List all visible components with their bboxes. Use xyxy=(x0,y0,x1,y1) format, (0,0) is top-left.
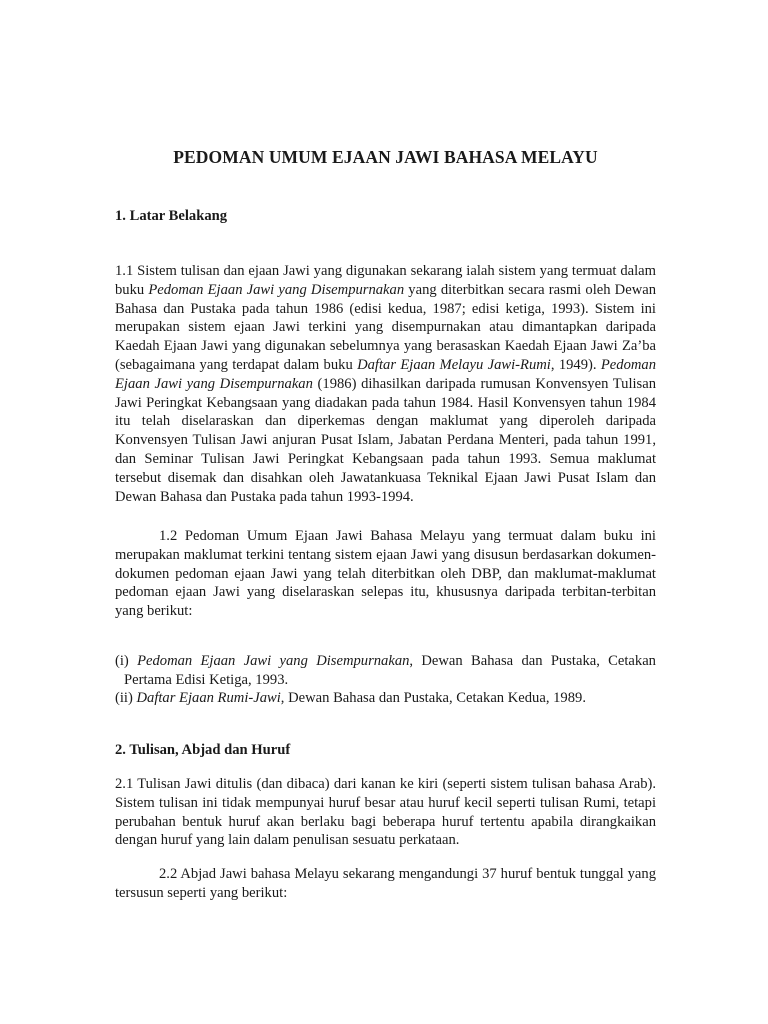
book-title-daftar: Daftar Ejaan Melayu Jawi-Rumi xyxy=(357,356,551,373)
paragraph-1-1-text-c: yang diterbitkan secara rasmi oleh Dewan Bahasa dan Pustaka pada tahun 1986 (edisi kedua, 1987; edisi ketiga, 1993). Sistem ini merupakan sistem ejaan Jawi terkini yang disempurnakan atau dimantapkan daripada Kaedah Ejaan Jawi yang digunakan sebelumnya yang berasaskan Kaedah Ejaan Jawi Za’ba (sebagaimana yang terdapat dalam buku xyxy=(115,281,657,373)
section-heading-latar-belakang: 1. Latar Belakang xyxy=(115,208,228,224)
reference-item-2-title: Daftar Ejaan Rumi-Jawi xyxy=(136,690,281,706)
reference-item-2-prefix: (ii) xyxy=(115,690,137,706)
reference-item-2-rest: , Dewan Bahasa dan Pustaka, Cetakan Kedua, 1989. xyxy=(280,690,586,706)
document-page xyxy=(115,0,656,1024)
reference-item-1-rest: , Dewan Bahasa dan Pustaka, Cetakan Pertama Edisi Ketiga, 1993. xyxy=(124,653,656,688)
book-title-pedoman: Pedoman Ejaan Jawi yang Disempurnakan xyxy=(148,281,405,298)
document-title: PEDOMAN UMUM EJAAN JAWI BAHASA MELAYU xyxy=(173,147,598,167)
paragraph-1-1-text-a: 1.1 Sistem tulisan dan ejaan Jawi yang digunakan sekarang ialah sistem yang termuat dalam buku xyxy=(115,263,656,298)
reference-item-1-title: Pedoman Ejaan Jawi yang Disempurnakan xyxy=(137,653,410,669)
paragraph-2-1: 2.1 Tulisan Jawi ditulis (dan dibaca) dari kanan ke kiri (seperti sistem tulisan bahasa Arab). Sistem tulisan ini tidak mempunyai huruf besar atau huruf kecil seperti tulisan Rumi, tetapi perubahan bentuk huruf akan berlaku bagi beberapa huruf tertentu apabila dirangkaikan dengan huruf yang lain dalam penulisan sesuatu perkataan. xyxy=(115,776,656,849)
paragraph-1-1-text-g: (1986) dihasilkan daripada rumusan Konvensyen Tulisan Jawi Peringkat Kebangsaan yang diadakan pada tahun 1984. Hasil Konvensyen tahun 1984 itu telah diselaraskan dan diperkemas dengan maklumat yang diperoleh daripada Konvensyen Tulisan Jawi anjuran Pusat Islam, Jabatan Perdana Menteri, pada tahun 1991, dan Seminar Tulisan Jawi Peringkat Kebangsaan pada tahun 1993. Semua maklumat tersebut disemak dan disahkan oleh Jawatankuasa Teknikal Ejaan Jawi Pusat Islam dan Dewan Bahasa dan Pustaka pada tahun 1993-1994. xyxy=(115,375,657,505)
paragraph-2-2: 2.2 Abjad Jawi bahasa Melayu sekarang mengandungi 37 huruf bentuk tunggal yang tersusun seperti yang berikut: xyxy=(115,866,656,901)
section-heading-tulisan-abjad-huruf: 2. Tulisan, Abjad dan Huruf xyxy=(115,742,291,758)
reference-item-1 xyxy=(115,652,656,690)
reference-item-2 xyxy=(115,689,656,708)
paragraph-1-2: 1.2 Pedoman Umum Ejaan Jawi Bahasa Melayu yang termuat dalam buku ini merupakan maklumat terkini tentang sistem ejaan Jawi yang disusun berdasarkan dokumen-dokumen pedoman ejaan Jawi yang telah diterbitkan oleh DBP, dan maklumat-maklumat pedoman ejaan Jawi yang diselaraskan selepas itu, khususnya daripada terbitan-terbitan yang berikut: xyxy=(115,528,656,620)
reference-item-1-prefix: (i) xyxy=(115,653,138,669)
book-title-pedoman-2: Pedoman Ejaan Jawi yang Disempurnakan xyxy=(115,356,656,392)
paragraph-1-1-text-e: , 1949). xyxy=(550,356,601,373)
paragraph-1-1 xyxy=(115,262,656,506)
